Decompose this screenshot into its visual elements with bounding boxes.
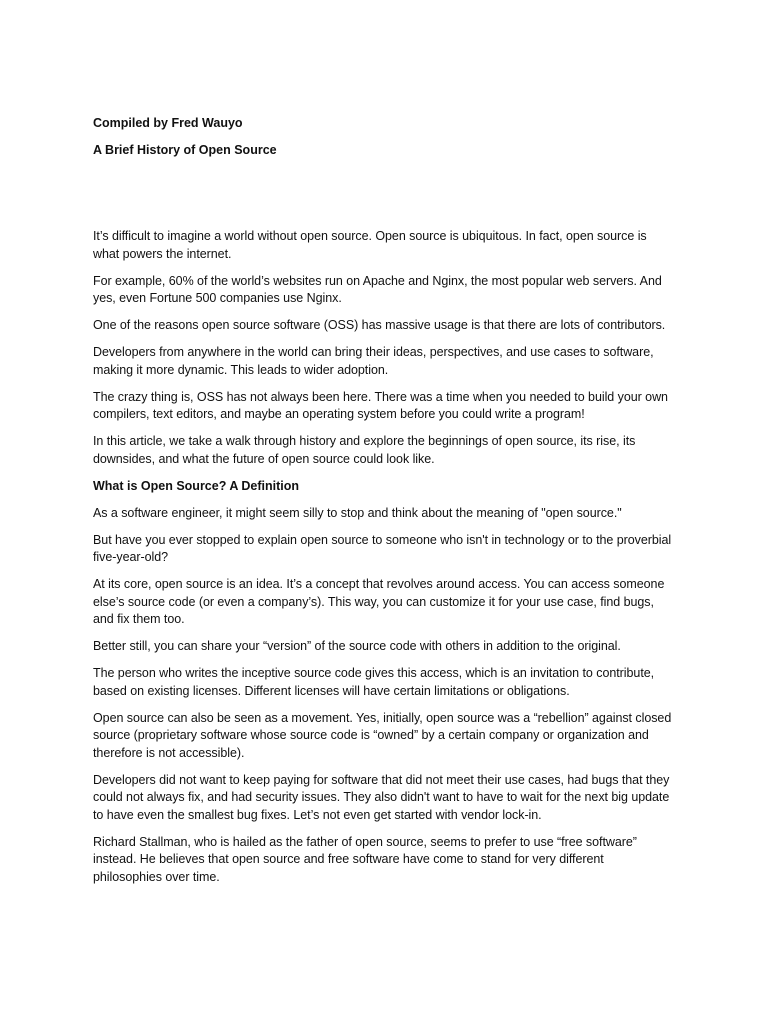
paragraph: The crazy thing is, OSS has not always been here. There was a time when you needed to build your own compilers, text editors, and maybe an operating system before you could write a program! [93,389,668,421]
paragraph: For example, 60% of the world’s websites run on Apache and Nginx, the most popular web servers. And yes, even Fortune 500 companies use Nginx. [93,273,662,305]
document-title: A Brief History of Open Source [93,143,277,157]
paragraph: Better still, you can share your “version” of the source code with others in addition to the original. [93,639,621,653]
paragraph: But have you ever stopped to explain open source to someone who isn't in technology or to the proverbial five-year-old? [93,532,672,564]
paragraph: Developers did not want to keep paying for software that did not meet their use cases, had bugs that they could not always fix, and had security issues. They also didn't want to have to wait for the next big update to have even the smallest bug fixes. Let’s not even get started with vendor lock-in. [93,772,670,822]
paragraph: Developers from anywhere in the world can bring their ideas, perspectives, and use cases to software, making it more dynamic. This leads to wider adoption. [93,345,654,377]
section-heading: What is Open Source? A Definition [93,478,300,493]
paragraph: Open source can also be seen as a movement. Yes, initially, open source was a “rebellion” against closed source (proprietary software whose source code is “owned” by a certain company or organization and therefore is not accessible). [93,710,672,760]
paragraph: It’s difficult to imagine a world without open source. Open source is ubiquitous. In fact, open source is what powers the internet. [93,229,647,261]
paragraph: One of the reasons open source software (OSS) has massive usage is that there are lots of contributors. [93,318,666,332]
document-body [93,115,673,896]
compiled-by-line: Compiled by Fred Wauyo [93,116,243,130]
paragraph: At its core, open source is an idea. It’s a concept that revolves around access. You can access someone else’s source code (or even a company’s). This way, you can customize it for your use case, find bugs, and fix them too. [93,577,665,626]
paragraph: As a software engineer, it might seem silly to stop and think about the meaning of "open source." [93,505,622,520]
paragraph: The person who writes the inceptive source code gives this access, which is an invitation to contribute, based on existing licenses. Different licenses will have certain limitations or obligations. [93,666,655,698]
paragraph: Richard Stallman, who is hailed as the father of open source, seems to prefer to use “free software” instead. He believes that open source and free software have come to stand for very different philosophies over time. [93,834,637,884]
paragraph: In this article, we take a walk through history and explore the beginnings of open source, its rise, its downsides, and what the future of open source could look like. [93,434,636,466]
